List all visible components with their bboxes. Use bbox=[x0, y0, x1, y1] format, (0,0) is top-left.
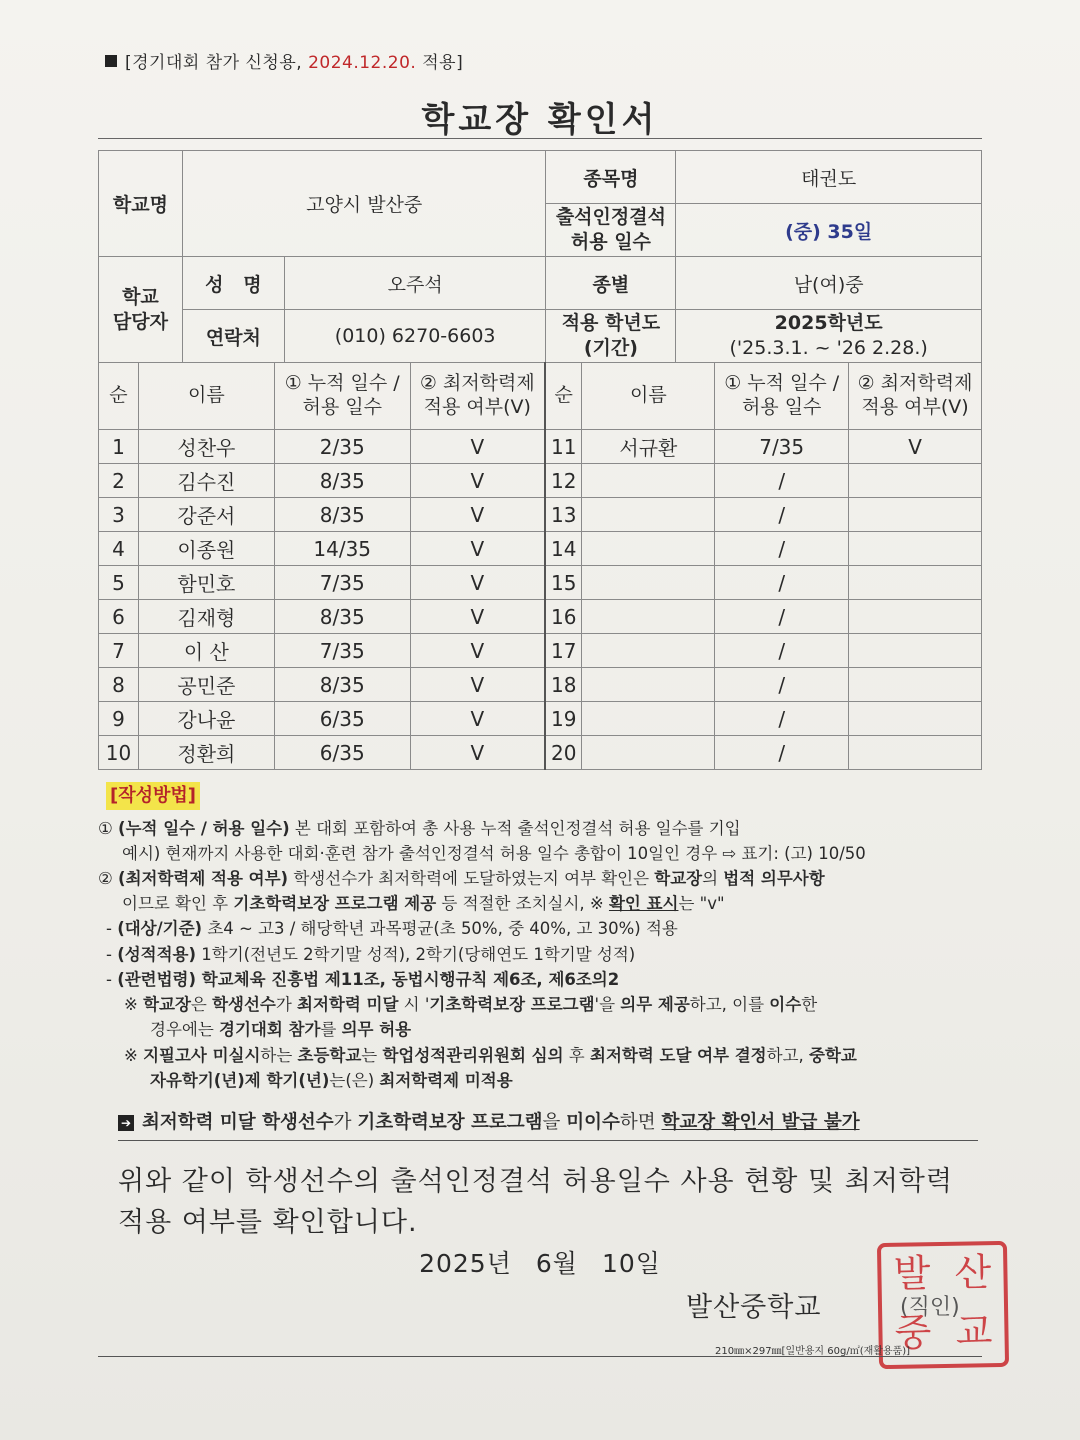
col-no: 순 bbox=[99, 363, 139, 430]
col-days: ① 누적 일수 / 허용 일수 bbox=[274, 363, 410, 430]
instruction-2-cont: 이므로 확인 후 기초학력보장 프로그램 제공 등 적절한 조치실시, ※ 확인 표시는 "v" bbox=[122, 894, 725, 914]
table-row bbox=[99, 464, 982, 498]
table-row bbox=[99, 532, 982, 566]
col-no: 순 bbox=[545, 363, 582, 430]
row-no: 4 bbox=[99, 532, 139, 566]
application-note: [경기대회 참가 신청용, 2024.12.20. 적용] bbox=[105, 48, 463, 73]
allowed-days-label: 출석인정결석 허용 일수 bbox=[546, 204, 676, 257]
row-no: 2 bbox=[99, 464, 139, 498]
seal-label: (직인) bbox=[900, 1295, 960, 1320]
table-row bbox=[99, 634, 982, 668]
row-no: 19 bbox=[545, 702, 582, 736]
days-used: 8/35 bbox=[274, 464, 410, 498]
gender-value: 남(여)중 bbox=[676, 257, 982, 310]
instruction-target: - (대상/기준) 초4 ~ 고3 / 해당학년 과목평균(초 50%, 중 40%, 고 30%) 적용 bbox=[106, 919, 678, 939]
days-used: 14/35 bbox=[274, 532, 410, 566]
min-check: V bbox=[410, 600, 545, 634]
days-used: / bbox=[715, 736, 849, 770]
instruction-1-example: 예시) 현재까지 사용한 대회·훈련 참가 출석인정결석 허용 일수 총합이 10일인 경우 ⇨ 표기: (고) 10/50 bbox=[122, 843, 866, 863]
row-no: 9 bbox=[99, 702, 139, 736]
student-name: 김수진 bbox=[138, 464, 274, 498]
row-no: 7 bbox=[99, 634, 139, 668]
gender-label: 종별 bbox=[546, 257, 676, 310]
event-label: 종목명 bbox=[546, 151, 676, 204]
allowed-days-value: (중) 35일 bbox=[676, 204, 982, 257]
min-check bbox=[849, 566, 982, 600]
instruction-note-1-cont: 경우에는 경기대회 참가를 의무 허용 bbox=[150, 1020, 412, 1040]
min-check: V bbox=[410, 702, 545, 736]
row-no: 18 bbox=[545, 668, 582, 702]
days-used: / bbox=[715, 702, 849, 736]
student-name bbox=[582, 702, 715, 736]
event-value: 태권도 bbox=[676, 151, 982, 204]
student-name bbox=[582, 498, 715, 532]
min-check bbox=[849, 532, 982, 566]
student-name: 강나윤 bbox=[138, 702, 274, 736]
info-table bbox=[98, 150, 982, 363]
min-check: V bbox=[410, 430, 545, 464]
instruction-note-1: ※ 학교장은 학생선수가 최저학력 미달 시 '기초학력보장 프로그램'을 의무 제공하고, 이를 이수한 bbox=[124, 995, 818, 1015]
row-no: 8 bbox=[99, 668, 139, 702]
table-row bbox=[99, 702, 982, 736]
min-check: V bbox=[849, 430, 982, 464]
days-used: / bbox=[715, 532, 849, 566]
min-check: V bbox=[410, 464, 545, 498]
row-no: 14 bbox=[545, 532, 582, 566]
student-name: 김재형 bbox=[138, 600, 274, 634]
instruction-note-2-cont: 자유학기(년)제 학기(년)는(은) 최저학력제 미적용 bbox=[150, 1070, 513, 1090]
days-used: 7/35 bbox=[274, 566, 410, 600]
confirmation-statement: 위와 같이 학생선수의 출석인정결석 허용일수 사용 현황 및 최저학력 적용 여부를 확인합니다. bbox=[118, 1166, 953, 1238]
days-used: / bbox=[715, 634, 849, 668]
school-year-label: 적용 학년도 (기간) bbox=[546, 310, 676, 363]
days-used: / bbox=[715, 464, 849, 498]
col-min: ② 최저학력제 적용 여부(V) bbox=[849, 363, 982, 430]
row-no: 16 bbox=[545, 600, 582, 634]
days-used: / bbox=[715, 566, 849, 600]
instructions bbox=[98, 782, 982, 1093]
row-no: 15 bbox=[545, 566, 582, 600]
min-check: V bbox=[410, 668, 545, 702]
student-name bbox=[582, 566, 715, 600]
days-used: 8/35 bbox=[274, 498, 410, 532]
manager-name-value: 오주석 bbox=[284, 257, 546, 310]
row-no: 12 bbox=[545, 464, 582, 498]
table-row bbox=[99, 430, 982, 464]
col-min: ② 최저학력제 적용 여부(V) bbox=[410, 363, 545, 430]
row-no: 5 bbox=[99, 566, 139, 600]
student-name bbox=[582, 464, 715, 498]
student-name: 정환희 bbox=[138, 736, 274, 770]
days-used: 7/35 bbox=[715, 430, 849, 464]
min-check: V bbox=[410, 634, 545, 668]
col-days: ① 누적 일수 / 허용 일수 bbox=[715, 363, 849, 430]
min-check bbox=[849, 736, 982, 770]
student-name bbox=[582, 532, 715, 566]
contact-value: (010) 6270-6603 bbox=[284, 310, 546, 363]
days-used: 6/35 bbox=[274, 702, 410, 736]
student-name: 이 산 bbox=[138, 634, 274, 668]
paper-spec: 210㎜×297㎜[일반용지 60g/㎡(재활용품)] bbox=[715, 1346, 911, 1357]
row-no: 1 bbox=[99, 430, 139, 464]
arrow-box-icon: ➔ bbox=[118, 1115, 134, 1131]
days-used: 8/35 bbox=[274, 668, 410, 702]
col-name: 이름 bbox=[582, 363, 715, 430]
document-title: 학교장 확인서 bbox=[421, 100, 659, 140]
min-check bbox=[849, 634, 982, 668]
min-check: V bbox=[410, 566, 545, 600]
table-row bbox=[99, 736, 982, 770]
days-used: / bbox=[715, 498, 849, 532]
min-check: V bbox=[410, 498, 545, 532]
title-divider bbox=[98, 138, 982, 139]
table-row bbox=[99, 498, 982, 532]
min-check bbox=[849, 498, 982, 532]
student-name: 이종원 bbox=[138, 532, 274, 566]
min-check bbox=[849, 668, 982, 702]
student-name: 공민준 bbox=[138, 668, 274, 702]
row-no: 13 bbox=[545, 498, 582, 532]
school-signature: 발산중학교 bbox=[686, 1292, 822, 1323]
student-name bbox=[582, 668, 715, 702]
instruction-2: ② (최저학력제 적용 여부) 학생선수가 최저학력에 도달하였는지 여부 확인은 학교장의 법적 의무사항 bbox=[98, 869, 825, 888]
min-check bbox=[849, 702, 982, 736]
row-no: 10 bbox=[99, 736, 139, 770]
table-row bbox=[99, 566, 982, 600]
days-used: / bbox=[715, 600, 849, 634]
school-year-period: ('25.3.1. ~ '26 2.28.) bbox=[729, 337, 928, 359]
manager-name-label: 성 명 bbox=[182, 257, 284, 310]
min-check bbox=[849, 464, 982, 498]
days-used: 2/35 bbox=[274, 430, 410, 464]
school-name-label: 학교명 bbox=[99, 151, 183, 257]
contact-label: 연락처 bbox=[182, 310, 284, 363]
student-name: 강준서 bbox=[138, 498, 274, 532]
student-name: 서규환 bbox=[582, 430, 715, 464]
school-name-value: 고양시 발산중 bbox=[182, 151, 546, 257]
days-used: / bbox=[715, 668, 849, 702]
warning-line: ➔ 최저학력 미달 학생선수가 기초학력보장 프로그램을 미이수하면 학교장 확인서 발급 불가 bbox=[118, 1108, 978, 1141]
official-seal-icon: 발 산 중 교 bbox=[877, 1241, 1009, 1369]
instruction-1: ① (누적 일수 / 허용 일수) 본 대회 포함하여 총 사용 누적 출석인정결석 허용 일수를 기입 bbox=[98, 818, 741, 838]
min-check bbox=[849, 600, 982, 634]
row-no: 17 bbox=[545, 634, 582, 668]
student-roster-table bbox=[98, 362, 982, 770]
manager-label: 학교 담당자 bbox=[99, 257, 183, 363]
col-name: 이름 bbox=[138, 363, 274, 430]
days-used: 8/35 bbox=[274, 600, 410, 634]
days-used: 7/35 bbox=[274, 634, 410, 668]
student-name bbox=[582, 736, 715, 770]
student-name bbox=[582, 600, 715, 634]
instruction-grades: - (성적적용) 1학기(전년도 2학기말 성적), 2학기(당해연도 1학기말 성적) bbox=[106, 944, 636, 964]
instructions-header: [작성방법] bbox=[106, 782, 200, 810]
issue-date: 2025년 6월 10일 bbox=[419, 1249, 661, 1278]
row-no: 11 bbox=[545, 430, 582, 464]
row-no: 6 bbox=[99, 600, 139, 634]
student-name: 성찬우 bbox=[138, 430, 274, 464]
min-check: V bbox=[410, 736, 545, 770]
square-bullet-icon bbox=[105, 55, 117, 67]
school-year-cell bbox=[676, 310, 982, 363]
instruction-note-2: ※ 지필고사 미실시하는 초등학교는 학업성적관리위원회 심의 후 최저학력 도달 여부 결정하고, 중학교 bbox=[124, 1045, 857, 1065]
row-no: 20 bbox=[545, 736, 582, 770]
instruction-law: - (관련법령) 학교체육 진흥법 제11조, 동법시행규칙 제6조, 제6조의2 bbox=[106, 969, 620, 989]
table-row bbox=[99, 668, 982, 702]
student-name: 함민호 bbox=[138, 566, 274, 600]
apply-date: 2024.12.20. bbox=[308, 53, 417, 73]
days-used: 6/35 bbox=[274, 736, 410, 770]
student-name bbox=[582, 634, 715, 668]
row-no: 3 bbox=[99, 498, 139, 532]
min-check: V bbox=[410, 532, 545, 566]
school-year-value: 2025학년도 bbox=[774, 312, 883, 335]
table-row bbox=[99, 600, 982, 634]
